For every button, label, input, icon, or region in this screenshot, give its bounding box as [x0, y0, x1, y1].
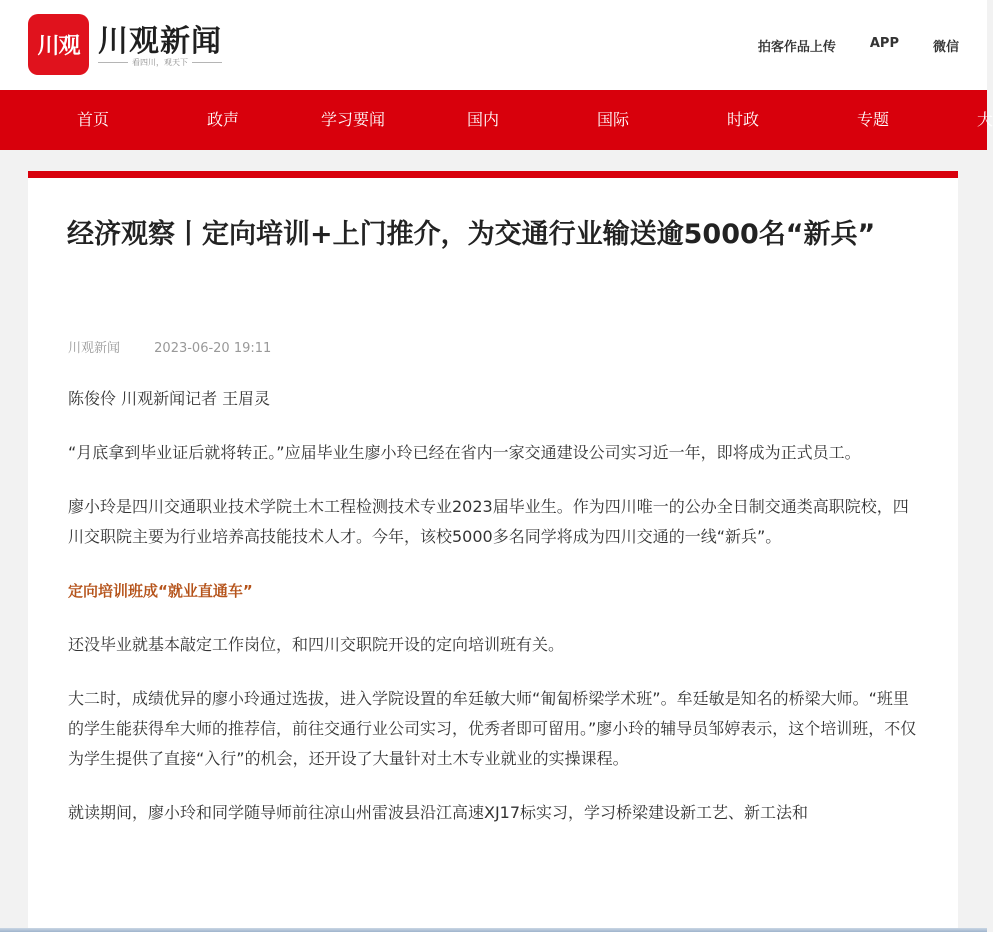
nav-item-international[interactable]: 国际: [596, 110, 630, 129]
nav-item-politics[interactable]: 时政: [726, 110, 760, 129]
article-card: [28, 171, 958, 932]
upload-works-link[interactable]: 拍客作品上传: [757, 40, 836, 55]
nav-item-study-news[interactable]: 学习要闻: [320, 110, 386, 129]
article-source: 川观新闻: [68, 341, 121, 356]
slogan-text: 看四川，观天下: [132, 58, 188, 67]
article-time: 2023-06-20 19:11: [154, 341, 272, 356]
nav-item-domestic[interactable]: 国内: [466, 110, 500, 129]
article-body: [68, 384, 920, 852]
nav-item-overflow[interactable]: 大: [976, 110, 993, 129]
article-paragraph: 就读期间，廖小玲和同学随导师前往凉山州雷波县沿江高速XJ17标实习，学习桥梁建设新工艺、新工法和: [68, 803, 809, 822]
wechat-link[interactable]: 微信: [932, 40, 959, 55]
slogan-line-left: [98, 62, 128, 63]
article-paragraph: 大二时，成绩优异的廖小玲通过选拔，进入学院设置的牟廷敏大师“匍匐桥梁学术班”。牟廷敏是知名的桥梁大师。“班里的学生能获得牟大师的推荐信，前往交通行业公司实习，优秀者即可留用。”廖小玲的辅导员邹婷表示，这个培训班，不仅为学生提供了直接“入行”的机会，还开设了大量针对土木专业就业的实操课程。: [68, 689, 917, 768]
site-header: [0, 0, 987, 90]
article-title: 经济观察丨定向培训+上门推介，为交通行业输送逾5000名“新兵”: [67, 219, 876, 250]
article-paragraph: “月底拿到毕业证后就将转正。”应届毕业生廖小玲已经在省内一家交通建设公司实习近一年，即将成为正式员工。: [68, 443, 861, 462]
article-byline: 陈俊伶 川观新闻记者 王眉灵: [68, 389, 271, 408]
logo-badge[interactable]: 川观: [28, 14, 89, 75]
header-links: [724, 36, 959, 55]
nav-item-topics[interactable]: 专题: [856, 110, 890, 129]
logo-name[interactable]: 川观新闻: [98, 24, 222, 59]
main-nav: [0, 90, 993, 150]
app-link[interactable]: APP: [869, 36, 899, 51]
taskbar-edge: [0, 928, 987, 932]
article-meta: [68, 337, 271, 356]
article-paragraph: 廖小玲是四川交通职业技术学院土木工程检测技术专业2023届毕业生。作为四川唯一的公办全日制交通类高职院校，四川交职院主要为行业培养高技能技术人才。今年，该校5000多名同学将成为四川交通的一线“新兵”。: [68, 497, 909, 546]
article-subheading: 定向培训班成“就业直通车”: [68, 582, 253, 600]
article-paragraph: 还没毕业就基本敲定工作岗位，和四川交职院开设的定向培训班有关。: [68, 635, 565, 654]
slogan-line-right: [192, 62, 222, 63]
logo-slogan: [98, 57, 222, 68]
nav-item-zhengsheng[interactable]: 政声: [206, 110, 240, 129]
nav-item-home[interactable]: 首页: [76, 110, 110, 129]
